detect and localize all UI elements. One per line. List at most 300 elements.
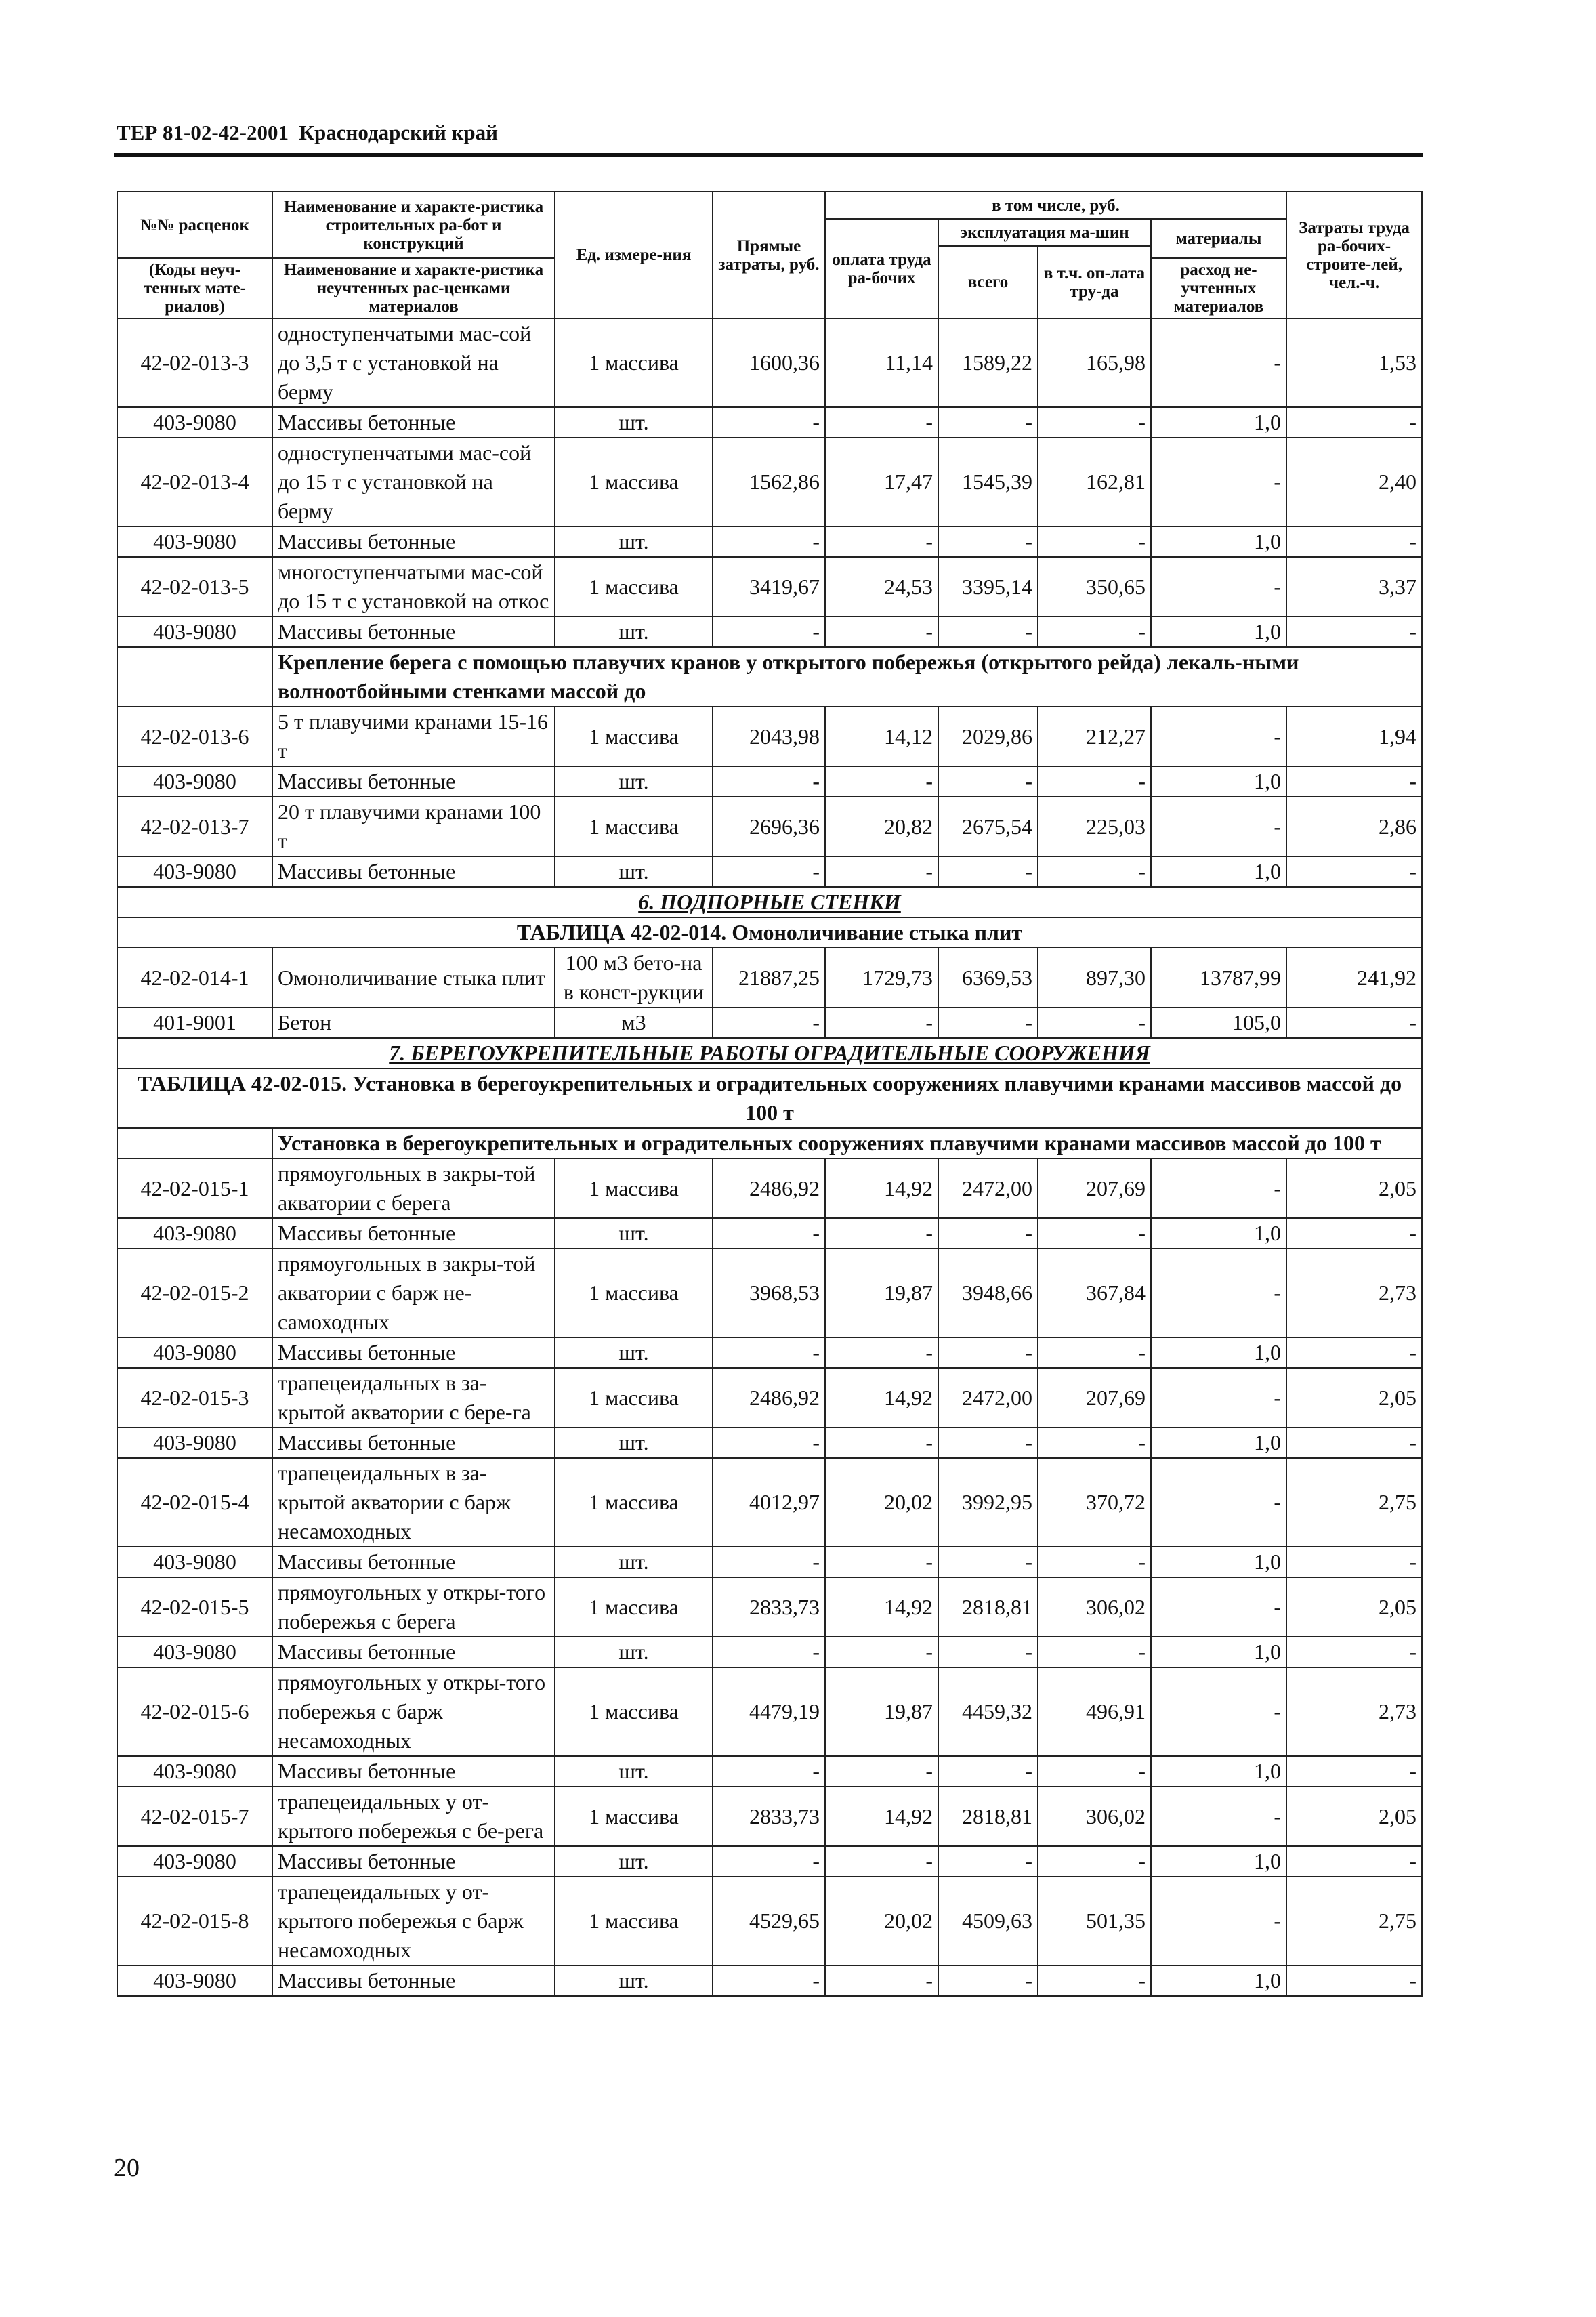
table-row <box>117 707 1422 766</box>
row-unit: шт. <box>555 526 713 557</box>
row-labor-hours: 2,73 <box>1286 1249 1422 1337</box>
row-labor-pay: - <box>825 617 938 647</box>
table-title-row <box>117 1068 1422 1128</box>
row-machine-labor: 162,81 <box>1038 438 1151 526</box>
row-unit: шт. <box>555 1218 713 1249</box>
row-machine-total: 3948,66 <box>938 1249 1038 1337</box>
row-machine-labor: 165,98 <box>1038 318 1151 407</box>
row-labor-pay: - <box>825 856 938 887</box>
row-materials: 1,0 <box>1151 407 1286 438</box>
row-code: 42-02-015-7 <box>117 1787 272 1846</box>
table-row-material <box>117 1965 1422 1996</box>
row-machine-total: - <box>938 1846 1038 1877</box>
table-row-material <box>117 1218 1422 1249</box>
row-machine-labor: 496,91 <box>1038 1667 1151 1756</box>
row-machine-total: - <box>938 617 1038 647</box>
table-body <box>117 318 1422 1996</box>
row-unit: шт. <box>555 1337 713 1368</box>
row-name: Массивы бетонные <box>272 766 555 797</box>
row-machine-total: 2472,00 <box>938 1158 1038 1218</box>
row-unit: 1 массива <box>555 318 713 407</box>
row-name: прямоугольных в закры-той акватории с берега <box>272 1158 555 1218</box>
row-labor-pay: - <box>825 407 938 438</box>
head-col2-bottom: Наименование и характе-ристика неучтенных рас-ценками материалов <box>272 258 555 318</box>
row-materials: 1,0 <box>1151 766 1286 797</box>
row-code: 403-9080 <box>117 617 272 647</box>
row-machine-total: 2029,86 <box>938 707 1038 766</box>
table-row <box>117 438 1422 526</box>
head-col1-top: №№ расценок <box>117 192 272 258</box>
row-direct-cost: 2833,73 <box>713 1787 825 1846</box>
row-machine-total: - <box>938 1756 1038 1787</box>
row-unit: 100 м3 бето-на в конст-рукции <box>555 948 713 1007</box>
head-unit: Ед. измере-ния <box>555 192 713 318</box>
head-incl: в том числе, руб. <box>825 192 1286 219</box>
group-row <box>117 647 1422 707</box>
row-unit: 1 массива <box>555 1458 713 1547</box>
row-unit: шт. <box>555 617 713 647</box>
row-labor-hours: - <box>1286 766 1422 797</box>
row-direct-cost: 1562,86 <box>713 438 825 526</box>
row-code: 42-02-015-8 <box>117 1877 272 1965</box>
row-labor-pay: 14,92 <box>825 1787 938 1846</box>
row-labor-pay: 20,82 <box>825 797 938 856</box>
row-name: прямоугольных у откры-того побережья с барж несамоходных <box>272 1667 555 1756</box>
row-machine-total: 2472,00 <box>938 1368 1038 1427</box>
row-labor-pay: 20,02 <box>825 1877 938 1965</box>
row-materials: 1,0 <box>1151 1637 1286 1667</box>
row-labor-pay: - <box>825 1846 938 1877</box>
row-code: 401-9001 <box>117 1007 272 1038</box>
row-unit: 1 массива <box>555 707 713 766</box>
row-code: 42-02-015-5 <box>117 1577 272 1637</box>
row-code: 42-02-013-5 <box>117 557 272 617</box>
head-machines: эксплуатация ма-шин <box>938 219 1151 246</box>
row-name: Массивы бетонные <box>272 1965 555 1996</box>
row-materials: 1,0 <box>1151 1547 1286 1577</box>
row-labor-hours: 2,75 <box>1286 1877 1422 1965</box>
row-name: Массивы бетонные <box>272 1756 555 1787</box>
row-code: 403-9080 <box>117 407 272 438</box>
row-labor-hours: - <box>1286 1547 1422 1577</box>
row-machine-labor: - <box>1038 856 1151 887</box>
row-machine-total: - <box>938 1965 1038 1996</box>
group-heading: Установка в берегоукрепительных и оградительных сооружениях плавучими кранами массивов массой до 100 т <box>272 1128 1422 1158</box>
row-name: Массивы бетонные <box>272 1337 555 1368</box>
row-direct-cost: - <box>713 766 825 797</box>
table-row <box>117 1577 1422 1637</box>
table-row-material <box>117 1337 1422 1368</box>
head-labor: оплата труда ра-бочих <box>825 219 938 318</box>
head-materials: материалы <box>1151 219 1286 258</box>
row-machine-total: - <box>938 1007 1038 1038</box>
row-materials: 1,0 <box>1151 1965 1286 1996</box>
row-direct-cost: - <box>713 1007 825 1038</box>
row-code: 42-02-013-6 <box>117 707 272 766</box>
row-machine-labor: - <box>1038 407 1151 438</box>
table-row <box>117 1368 1422 1427</box>
row-machine-labor: 350,65 <box>1038 557 1151 617</box>
row-labor-pay: 20,02 <box>825 1458 938 1547</box>
row-materials: - <box>1151 1368 1286 1427</box>
row-code: 403-9080 <box>117 766 272 797</box>
row-name: трапецеидальных у от-крытого побережья с бе-рега <box>272 1787 555 1846</box>
row-machine-total: - <box>938 766 1038 797</box>
row-direct-cost: - <box>713 1427 825 1458</box>
row-machine-labor: - <box>1038 1547 1151 1577</box>
row-labor-hours: 3,37 <box>1286 557 1422 617</box>
row-name: Массивы бетонные <box>272 526 555 557</box>
row-name: прямоугольных в закры-той акватории с барж не-самоходных <box>272 1249 555 1337</box>
row-labor-pay: - <box>825 1756 938 1787</box>
row-materials: - <box>1151 1877 1286 1965</box>
page-number: 20 <box>114 2154 140 2182</box>
table-row <box>117 557 1422 617</box>
row-labor-pay: 1729,73 <box>825 948 938 1007</box>
row-labor-hours: 2,73 <box>1286 1667 1422 1756</box>
row-direct-cost: 2486,92 <box>713 1158 825 1218</box>
row-code: 42-02-013-7 <box>117 797 272 856</box>
row-code: 403-9080 <box>117 1965 272 1996</box>
table-row-material <box>117 856 1422 887</box>
row-labor-hours: 1,53 <box>1286 318 1422 407</box>
row-unit: шт. <box>555 1756 713 1787</box>
row-labor-pay: 24,53 <box>825 557 938 617</box>
row-direct-cost: - <box>713 856 825 887</box>
row-machine-total: 1589,22 <box>938 318 1038 407</box>
row-name: прямоугольных у откры-того побережья с берега <box>272 1577 555 1637</box>
row-labor-hours: 241,92 <box>1286 948 1422 1007</box>
row-labor-hours: - <box>1286 407 1422 438</box>
row-code: 42-02-015-3 <box>117 1368 272 1427</box>
row-labor-hours: 2,05 <box>1286 1368 1422 1427</box>
row-machine-labor: - <box>1038 526 1151 557</box>
row-labor-pay: - <box>825 1427 938 1458</box>
row-name: Массивы бетонные <box>272 1846 555 1877</box>
head-materials-sub: расход не-учтенных материалов <box>1151 258 1286 318</box>
row-labor-hours: 2,75 <box>1286 1458 1422 1547</box>
row-name: Массивы бетонные <box>272 1427 555 1458</box>
row-direct-cost: - <box>713 1637 825 1667</box>
table-row-material <box>117 407 1422 438</box>
row-materials: 1,0 <box>1151 1337 1286 1368</box>
table-row-material <box>117 526 1422 557</box>
row-direct-cost: - <box>713 1965 825 1996</box>
row-machine-labor: 207,69 <box>1038 1368 1151 1427</box>
head-col1-bottom: (Коды неуч-тенных мате-риалов) <box>117 258 272 318</box>
row-machine-total: 4509,63 <box>938 1877 1038 1965</box>
row-machine-total: 2675,54 <box>938 797 1038 856</box>
row-code: 403-9080 <box>117 856 272 887</box>
row-unit: 1 массива <box>555 1877 713 1965</box>
row-unit: 1 массива <box>555 1368 713 1427</box>
row-materials: 1,0 <box>1151 1218 1286 1249</box>
row-code: 42-02-013-4 <box>117 438 272 526</box>
row-machine-total: - <box>938 1637 1038 1667</box>
row-materials: - <box>1151 438 1286 526</box>
row-name: 5 т плавучими кранами 15-16 т <box>272 707 555 766</box>
rates-table <box>117 191 1423 1997</box>
row-machine-labor: - <box>1038 1965 1151 1996</box>
row-unit: шт. <box>555 1427 713 1458</box>
row-machine-total: 4459,32 <box>938 1667 1038 1756</box>
row-unit: шт. <box>555 407 713 438</box>
head-direct: Прямые затраты, руб. <box>713 192 825 318</box>
row-machine-total: - <box>938 856 1038 887</box>
row-machine-total: 3992,95 <box>938 1458 1038 1547</box>
row-direct-cost: - <box>713 526 825 557</box>
row-unit: шт. <box>555 766 713 797</box>
row-unit: шт. <box>555 1637 713 1667</box>
table-row <box>117 1458 1422 1547</box>
table-title-row <box>117 917 1422 948</box>
row-name: Омоноличивание стыка плит <box>272 948 555 1007</box>
row-labor-hours: 1,94 <box>1286 707 1422 766</box>
row-labor-pay: - <box>825 1547 938 1577</box>
table-row <box>117 1158 1422 1218</box>
table-heading: ТАБЛИЦА 42-02-014. Омоноличивание стыка плит <box>117 917 1422 948</box>
row-labor-hours: - <box>1286 1756 1422 1787</box>
row-machine-total: - <box>938 1547 1038 1577</box>
row-machine-total: - <box>938 526 1038 557</box>
row-name: трапецеидальных в за-крытой акватории с бере-га <box>272 1368 555 1427</box>
row-direct-cost: 4479,19 <box>713 1667 825 1756</box>
row-machine-total: - <box>938 1337 1038 1368</box>
row-code: 42-02-015-6 <box>117 1667 272 1756</box>
row-machine-total: 6369,53 <box>938 948 1038 1007</box>
row-name: 20 т плавучими кранами 100 т <box>272 797 555 856</box>
row-code: 42-02-015-4 <box>117 1458 272 1547</box>
row-name: Массивы бетонные <box>272 1218 555 1249</box>
row-unit: 1 массива <box>555 438 713 526</box>
table-heading: ТАБЛИЦА 42-02-015. Установка в берегоукрепительных и оградительных сооружениях плавучими кранами массивов массой до 100 т <box>117 1068 1422 1128</box>
row-direct-cost: 2043,98 <box>713 707 825 766</box>
row-materials: - <box>1151 318 1286 407</box>
row-machine-labor: - <box>1038 1218 1151 1249</box>
table-row <box>117 1877 1422 1965</box>
row-name: Массивы бетонные <box>272 1547 555 1577</box>
table-row <box>117 948 1422 1007</box>
row-materials: - <box>1151 1787 1286 1846</box>
row-unit: шт. <box>555 856 713 887</box>
row-machine-labor: 306,02 <box>1038 1787 1151 1846</box>
row-unit: шт. <box>555 1965 713 1996</box>
row-name: Массивы бетонные <box>272 856 555 887</box>
row-labor-hours: - <box>1286 617 1422 647</box>
row-unit: 1 массива <box>555 797 713 856</box>
row-machine-labor: 370,72 <box>1038 1458 1151 1547</box>
row-name: Бетон <box>272 1007 555 1038</box>
row-labor-pay: - <box>825 766 938 797</box>
row-labor-pay: 19,87 <box>825 1667 938 1756</box>
row-code: 42-02-015-2 <box>117 1249 272 1337</box>
row-labor-hours: 2,05 <box>1286 1158 1422 1218</box>
row-machine-labor: - <box>1038 1007 1151 1038</box>
row-direct-cost: - <box>713 617 825 647</box>
table-row-material <box>117 1547 1422 1577</box>
row-name: трапецеидальных у от-крытого побережья с барж несамоходных <box>272 1877 555 1965</box>
row-unit: 1 массива <box>555 557 713 617</box>
table-row <box>117 318 1422 407</box>
row-direct-cost: 2833,73 <box>713 1577 825 1637</box>
row-machine-labor: 897,30 <box>1038 948 1151 1007</box>
row-labor-pay: - <box>825 1637 938 1667</box>
row-unit: шт. <box>555 1547 713 1577</box>
header-rule <box>114 153 1423 157</box>
table-row-material <box>117 1427 1422 1458</box>
row-direct-cost: - <box>713 1337 825 1368</box>
row-machine-labor: - <box>1038 1337 1151 1368</box>
row-labor-hours: - <box>1286 1846 1422 1877</box>
row-unit: 1 массива <box>555 1249 713 1337</box>
row-direct-cost: - <box>713 1218 825 1249</box>
row-labor-pay: 19,87 <box>825 1249 938 1337</box>
row-labor-pay: 11,14 <box>825 318 938 407</box>
row-direct-cost: - <box>713 1846 825 1877</box>
row-direct-cost: 1600,36 <box>713 318 825 407</box>
row-name: Массивы бетонные <box>272 407 555 438</box>
group-heading: Крепление берега с помощью плавучих кранов у открытого побережья (открытого рейда) лекаль-ными волноотбойными стенками массой до <box>272 647 1422 707</box>
row-labor-hours: 2,05 <box>1286 1577 1422 1637</box>
table-row-material <box>117 1756 1422 1787</box>
row-materials: 1,0 <box>1151 1846 1286 1877</box>
table-row-material <box>117 1846 1422 1877</box>
row-direct-cost: 2696,36 <box>713 797 825 856</box>
table-row-material <box>117 1007 1422 1038</box>
row-code: 42-02-014-1 <box>117 948 272 1007</box>
row-machine-labor: 207,69 <box>1038 1158 1151 1218</box>
row-materials: - <box>1151 797 1286 856</box>
row-code: 403-9080 <box>117 1337 272 1368</box>
row-machine-total: - <box>938 407 1038 438</box>
row-labor-pay: - <box>825 1965 938 1996</box>
row-machine-total: 2818,81 <box>938 1787 1038 1846</box>
row-materials: - <box>1151 1458 1286 1547</box>
row-labor-hours: - <box>1286 1007 1422 1038</box>
page-header: ТЕР 81-02-42-2001 Краснодарский край <box>117 121 498 144</box>
row-direct-cost: 2486,92 <box>713 1368 825 1427</box>
row-direct-cost: 3968,53 <box>713 1249 825 1337</box>
row-labor-hours: - <box>1286 1427 1422 1458</box>
row-code: 42-02-013-3 <box>117 318 272 407</box>
row-direct-cost: - <box>713 407 825 438</box>
row-materials: 1,0 <box>1151 1756 1286 1787</box>
row-unit: 1 массива <box>555 1667 713 1756</box>
row-materials: - <box>1151 1577 1286 1637</box>
row-machine-labor: - <box>1038 617 1151 647</box>
table-row-material <box>117 617 1422 647</box>
row-labor-hours: 2,86 <box>1286 797 1422 856</box>
row-machine-labor: - <box>1038 1846 1151 1877</box>
row-labor-pay: 14,12 <box>825 707 938 766</box>
row-direct-cost: - <box>713 1756 825 1787</box>
row-machine-total: 3395,14 <box>938 557 1038 617</box>
row-materials: - <box>1151 707 1286 766</box>
row-unit: 1 массива <box>555 1577 713 1637</box>
row-name: одноступенчатыми мас-сой до 15 т с установкой на берму <box>272 438 555 526</box>
row-machine-labor: - <box>1038 1637 1151 1667</box>
group-row-code <box>117 1128 272 1158</box>
section-heading: 6. ПОДПОРНЫЕ СТЕНКИ <box>117 887 1422 917</box>
group-row-code <box>117 647 272 707</box>
row-code: 403-9080 <box>117 1547 272 1577</box>
row-code: 403-9080 <box>117 1637 272 1667</box>
table-row-material <box>117 1637 1422 1667</box>
row-code: 403-9080 <box>117 526 272 557</box>
row-labor-hours: 2,05 <box>1286 1787 1422 1846</box>
row-machine-total: 1545,39 <box>938 438 1038 526</box>
table-row <box>117 1249 1422 1337</box>
row-materials: - <box>1151 1667 1286 1756</box>
row-materials: - <box>1151 1249 1286 1337</box>
row-direct-cost: 4529,65 <box>713 1877 825 1965</box>
row-labor-hours: - <box>1286 1965 1422 1996</box>
table-row <box>117 1787 1422 1846</box>
row-machine-labor: - <box>1038 1756 1151 1787</box>
row-unit: шт. <box>555 1846 713 1877</box>
row-labor-pay: - <box>825 526 938 557</box>
row-labor-hours: 2,40 <box>1286 438 1422 526</box>
group-row <box>117 1128 1422 1158</box>
row-machine-labor: - <box>1038 766 1151 797</box>
row-code: 403-9080 <box>117 1427 272 1458</box>
row-machine-labor: - <box>1038 1427 1151 1458</box>
row-name: одноступенчатыми мас-сой до 3,5 т с установкой на берму <box>272 318 555 407</box>
head-labor-cost: Затраты труда ра-бочих-строите-лей, чел.-ч. <box>1286 192 1422 318</box>
row-labor-pay: 14,92 <box>825 1158 938 1218</box>
row-labor-hours: - <box>1286 1337 1422 1368</box>
row-labor-hours: - <box>1286 856 1422 887</box>
row-name: трапецеидальных в за-крытой акватории с барж несамоходных <box>272 1458 555 1547</box>
row-machine-total: - <box>938 1218 1038 1249</box>
row-materials: 105,0 <box>1151 1007 1286 1038</box>
row-labor-hours: - <box>1286 1637 1422 1667</box>
table-row-material <box>117 766 1422 797</box>
row-code: 42-02-015-1 <box>117 1158 272 1218</box>
row-unit: 1 массива <box>555 1158 713 1218</box>
row-direct-cost: 4012,97 <box>713 1458 825 1547</box>
section-heading: 7. БЕРЕГОУКРЕПИТЕЛЬНЫЕ РАБОТЫ ОГРАДИТЕЛЬНЫЕ СООРУЖЕНИЯ <box>117 1038 1422 1068</box>
row-materials: - <box>1151 557 1286 617</box>
row-labor-pay: - <box>825 1218 938 1249</box>
row-code: 403-9080 <box>117 1218 272 1249</box>
row-machine-total: 2818,81 <box>938 1577 1038 1637</box>
row-machine-labor: 212,27 <box>1038 707 1151 766</box>
row-direct-cost: 21887,25 <box>713 948 825 1007</box>
head-machines-total: всего <box>938 246 1038 318</box>
row-labor-hours: - <box>1286 526 1422 557</box>
row-materials: - <box>1151 1158 1286 1218</box>
row-direct-cost: - <box>713 1547 825 1577</box>
row-labor-pay: 14,92 <box>825 1577 938 1637</box>
head-machines-labor: в т.ч. оп-лата тру-да <box>1038 246 1151 318</box>
row-labor-pay: 14,92 <box>825 1368 938 1427</box>
row-labor-pay: - <box>825 1337 938 1368</box>
row-labor-pay: 17,47 <box>825 438 938 526</box>
row-machine-labor: 501,35 <box>1038 1877 1151 1965</box>
row-labor-hours: - <box>1286 1218 1422 1249</box>
row-materials: 1,0 <box>1151 856 1286 887</box>
row-machine-labor: 225,03 <box>1038 797 1151 856</box>
head-col2-top: Наименование и характе-ристика строительных ра-бот и конструкций <box>272 192 555 258</box>
row-name: многоступенчатыми мас-сой до 15 т с установкой на откос <box>272 557 555 617</box>
row-name: Массивы бетонные <box>272 1637 555 1667</box>
row-materials: 13787,99 <box>1151 948 1286 1007</box>
row-code: 403-9080 <box>117 1756 272 1787</box>
row-labor-pay: - <box>825 1007 938 1038</box>
table-row <box>117 1667 1422 1756</box>
row-machine-total: - <box>938 1427 1038 1458</box>
